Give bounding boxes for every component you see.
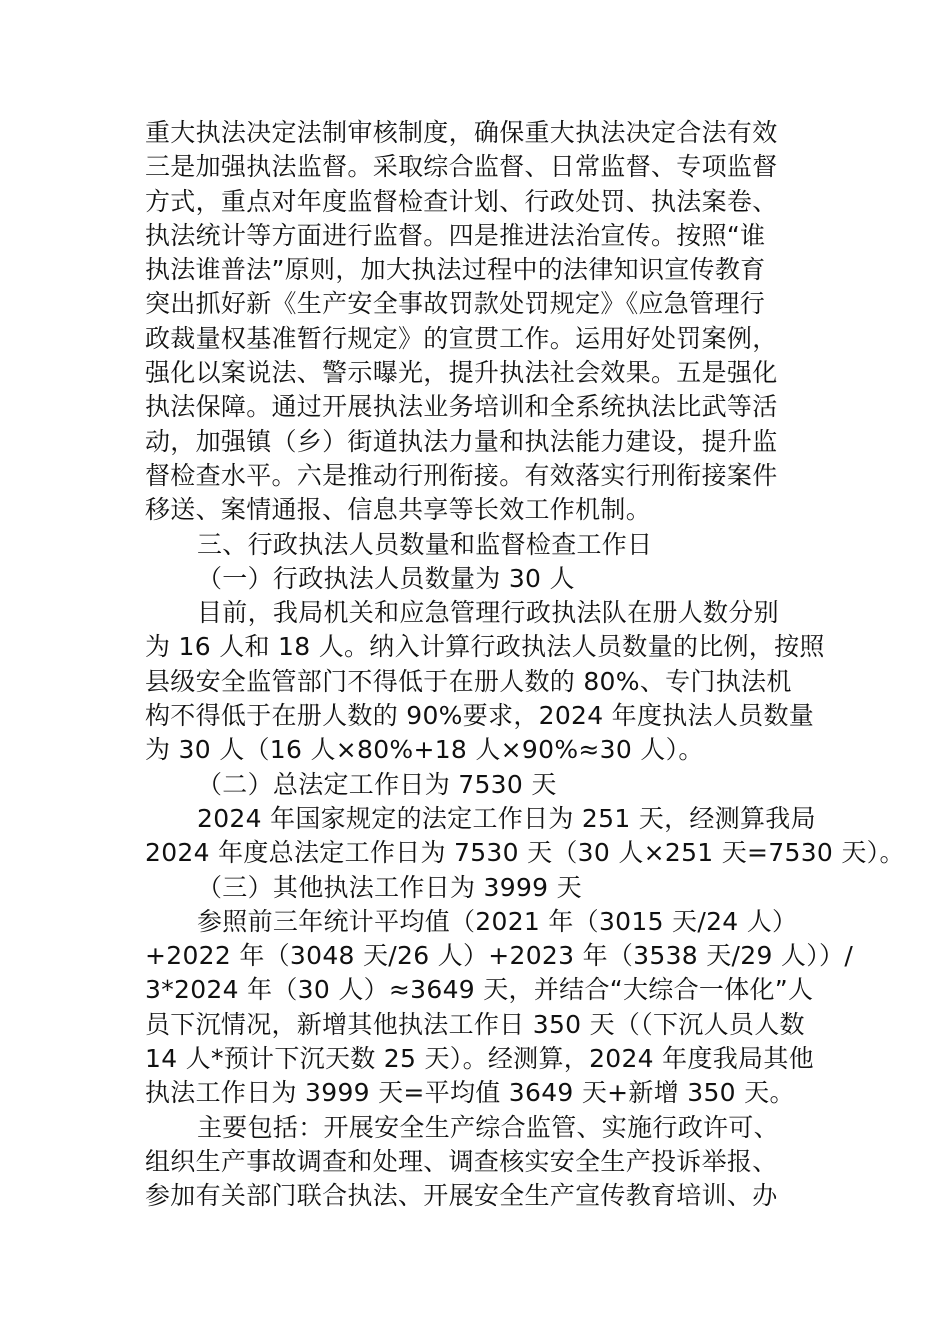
text-line: 突出抓好新《生产安全事故罚款处罚规定》《应急管理行 [145, 289, 766, 319]
text-line: 员下沉情况，新增其他执法工作日 350 天（（下沉人员人数 [145, 1009, 805, 1039]
text-line: 强化以案说法、警示曝光，提升执法社会效果。五是强化 [145, 358, 778, 388]
text-line: 2024 年国家规定的法定工作日为 251 天，经测算我局 [197, 803, 816, 833]
text-line: 移送、案情通报、信息共享等长效工作机制。 [145, 495, 652, 525]
text-line: 方式，重点对年度监督检查计划、行政处罚、执法案卷、 [145, 186, 778, 216]
text-line: 执法工作日为 3999 天=平均值 3649 天+新增 350 天。 [145, 1078, 795, 1108]
text-line: 为 16 人和 18 人。纳入计算行政执法人员数量的比例，按照 [145, 632, 825, 662]
subsection-heading: （一）行政执法人员数量为 30 人 [197, 563, 575, 593]
text-line: 执法统计等方面进行监督。四是推进法治宣传。按照“谁 [145, 220, 766, 250]
text-line: 主要包括：开展安全生产综合监管、实施行政许可、 [197, 1112, 779, 1142]
text-line: 重大执法决定法制审核制度，确保重大执法决定合法有效 [145, 118, 778, 147]
text-line: 政裁量权基准暂行规定》的宣贯工作。运用好处罚案例， [145, 323, 778, 353]
text-line: 督检查水平。六是推动行刑衔接。有效落实行刑衔接案件 [145, 460, 778, 490]
text-line: 目前，我局机关和应急管理行政执法队在册人数分别 [197, 598, 779, 628]
subsection-heading: （三）其他执法工作日为 3999 天 [197, 872, 582, 902]
text-line: 参照前三年统计平均值（2021 年（3015 天/24 人） [197, 906, 798, 936]
text-line: 3*2024 年（30 人）≈3649 天，并结合“大综合一体化”人 [145, 975, 814, 1005]
text-line: 动，加强镇（乡）街道执法力量和执法能力建设，提升监 [145, 426, 778, 456]
subsection-heading: （二）总法定工作日为 7530 天 [197, 769, 557, 799]
text-line: +2022 年（3048 天/26 人）+2023 年（3538 天/29 人））/ [145, 941, 854, 971]
text-line: 为 30 人（16 人×80%+18 人×90%≈30 人）。 [145, 735, 704, 765]
text-line: 执法谁普法”原则，加大执法过程中的法律知识宣传教育 [145, 255, 766, 285]
text-line: 三是加强执法监督。采取综合监督、日常监督、专项监督 [145, 152, 778, 182]
text-line: 2024 年度总法定工作日为 7530 天（30 人×251 天=7530 天）。 [145, 838, 905, 868]
text-line: 组织生产事故调查和处理、调查核实安全生产投诉举报、 [145, 1146, 778, 1176]
text-line: 县级安全监管部门不得低于在册人数的 80%、专门执法机 [145, 666, 792, 696]
text-line: 14 人*预计下沉天数 25 天）。经测算，2024 年度我局其他 [145, 1044, 814, 1074]
text-line: 执法保障。通过开展执法业务培训和全系统执法比武等活 [145, 392, 778, 422]
text-line: 参加有关部门联合执法、开展安全生产宣传教育培训、办 [145, 1181, 778, 1211]
document-body [145, 116, 905, 1214]
section-heading: 三、行政执法人员数量和监督检查工作日 [197, 529, 653, 559]
text-line: 构不得低于在册人数的 90%要求，2024 年度执法人员数量 [145, 701, 815, 731]
